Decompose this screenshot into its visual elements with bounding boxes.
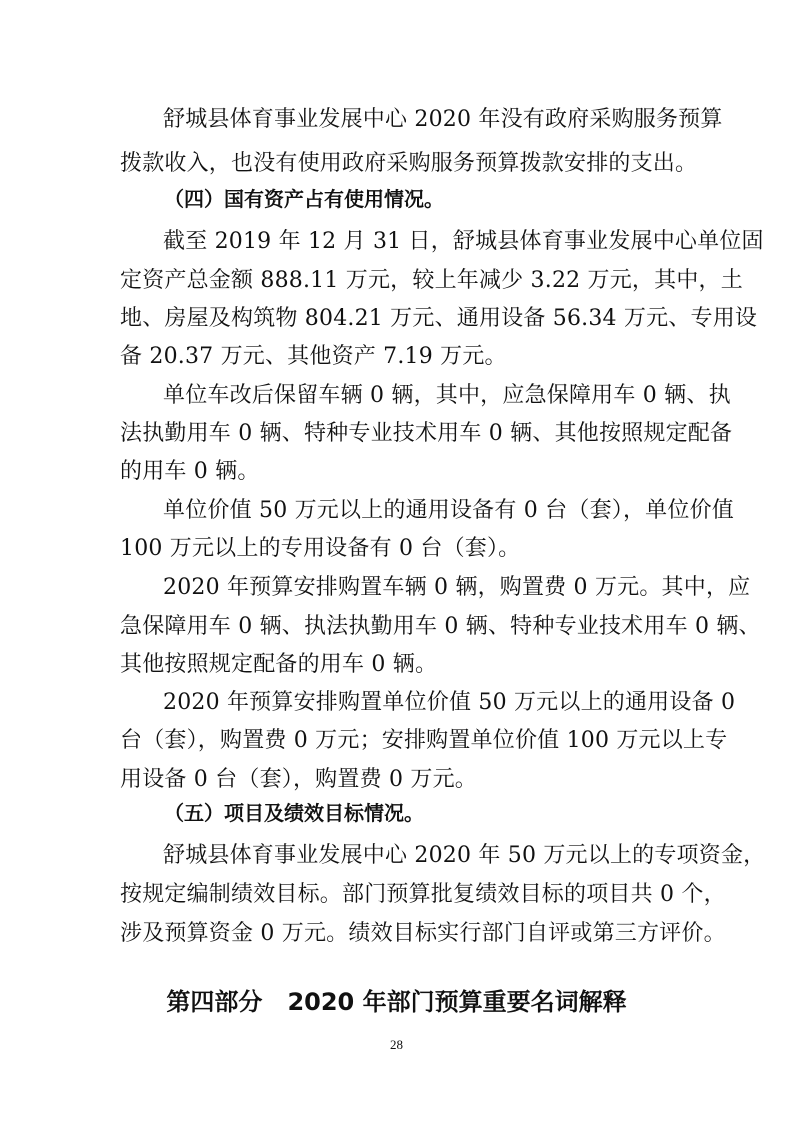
- equipment-line-2: 100 万元以上的专用设备有 0 台（套）。: [120, 536, 521, 561]
- heading-assets: （四）国有资产占有使用情况。: [164, 187, 444, 211]
- purchase-equipment-line-2: 台（套），购置费 0 万元；安排购置单位价值 100 万元以上专: [120, 728, 728, 753]
- projects-line-2: 按规定编制绩效目标。部门预算批复绩效目标的项目共 0 个，: [120, 882, 726, 907]
- assets-line-1: 截至 2019 年 12 月 31 日，舒城县体育事业发展中心单位固: [163, 229, 764, 254]
- projects-line-1: 舒城县体育事业发展中心 2020 年 50 万元以上的专项资金，: [163, 843, 766, 868]
- purchase-vehicles-line-1: 2020 年预算安排购置车辆 0 辆，购置费 0 万元。其中，应: [163, 575, 751, 600]
- part-title: 第四部分 2020 年部门预算重要名词解释: [166, 988, 627, 1016]
- procurement-line-1: 舒城县体育事业发展中心 2020 年没有政府采购服务预算: [163, 107, 723, 132]
- projects-line-3: 涉及预算资金 0 万元。绩效目标实行部门自评或第三方评价。: [120, 921, 726, 946]
- equipment-line-1: 单位价值 50 万元以上的通用设备有 0 台（套），单位价值: [163, 498, 734, 523]
- purchase-equipment-line-1: 2020 年预算安排购置单位价值 50 万元以上的通用设备 0: [163, 690, 736, 715]
- procurement-line-2: 拨款收入，也没有使用政府采购服务预算拨款安排的支出。: [120, 151, 698, 176]
- assets-line-3: 地、房屋及构筑物 804.21 万元、通用设备 56.34 万元、专用设: [120, 306, 758, 331]
- vehicles-line-3: 的用车 0 辆。: [120, 459, 260, 484]
- purchase-vehicles-line-2: 急保障用车 0 辆、执法执勤用车 0 辆、特种专业技术用车 0 辆、: [120, 614, 761, 639]
- page-number: 28: [390, 1037, 403, 1052]
- heading-projects: （五）项目及绩效目标情况。: [164, 801, 424, 825]
- purchase-equipment-line-3: 用设备 0 台（套），购置费 0 万元。: [120, 767, 477, 792]
- assets-line-4: 备 20.37 万元、其他资产 7.19 万元。: [120, 344, 507, 369]
- vehicles-line-2: 法执勤用车 0 辆、特种专业技术用车 0 辆、其他按照规定配备: [120, 421, 733, 446]
- vehicles-line-1: 单位车改后保留车辆 0 辆，其中，应急保障用车 0 辆、执: [163, 383, 731, 408]
- purchase-vehicles-line-3: 其他按照规定配备的用车 0 辆。: [120, 652, 438, 677]
- assets-line-2: 定资产总金额 888.11 万元，较上年减少 3.22 万元，其中，土: [120, 268, 743, 293]
